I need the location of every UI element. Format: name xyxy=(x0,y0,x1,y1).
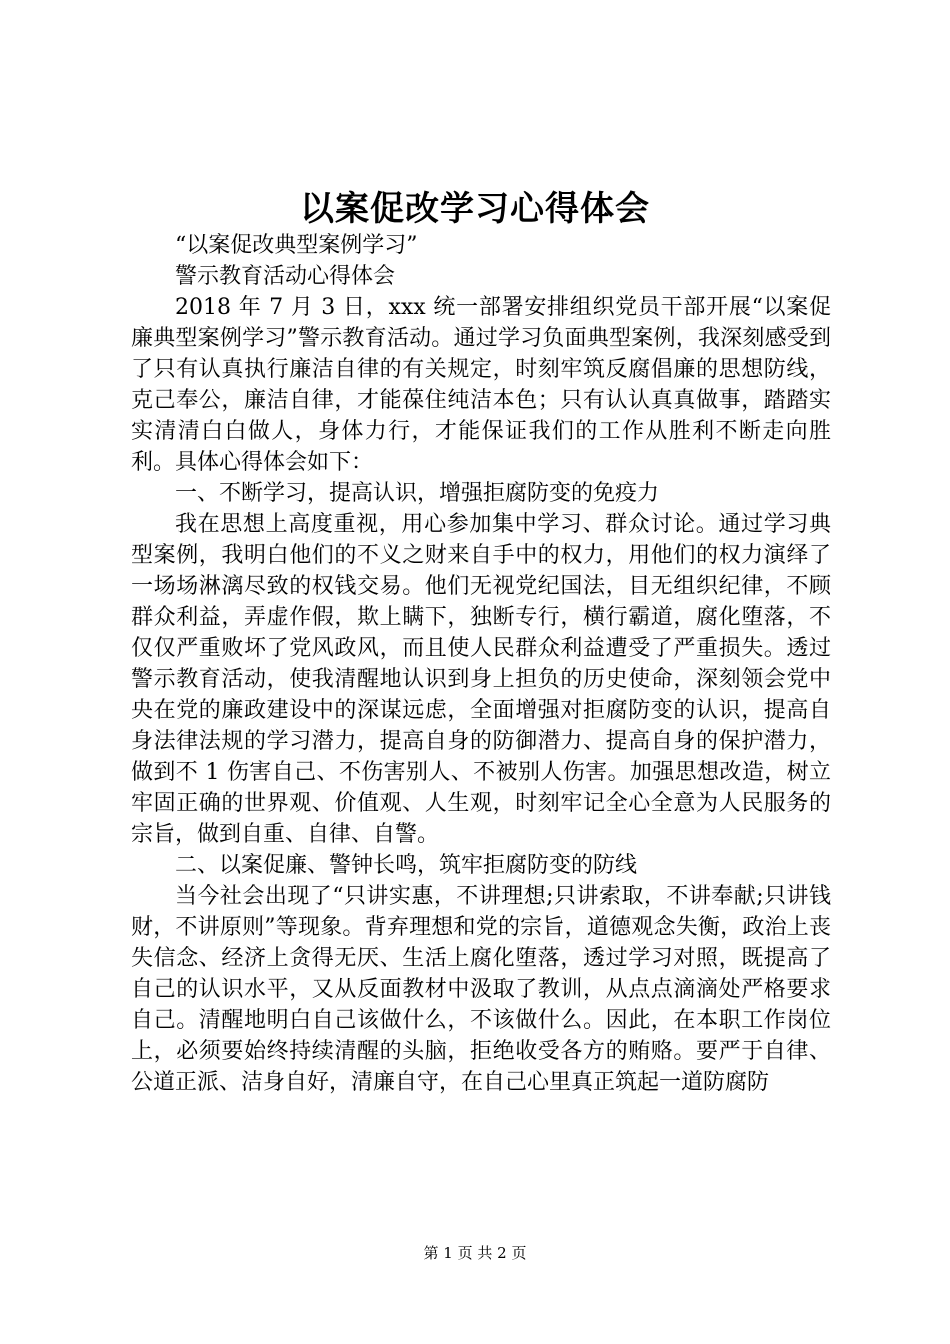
paragraph-subtitle-1: “以案促改典型案例学习” xyxy=(175,233,418,258)
paragraph-subtitle-2: 警示教育活动心得体会 xyxy=(175,264,396,289)
document-body xyxy=(131,230,831,1098)
paragraph-section-1: 我在思想上高度重视，用心参加集中学习、群众讨论。通过学习典型案例，我明白他们的不义之财来自手中的权力，用他们的权力演绎了一场场淋漓尽致的权钱交易。他们无视党纪国法，目无组织纪律，不顾群众利益，弄虚作假，欺上瞒下，独断专行，横行霸道，腐化堕落，不仅仅严重败坏了党风政风，而且使人民群众利益遭受了严重损失。透过警示教育活动，使我清醒地认识到身上担负的历史使命，深刻领会党中央在党的廉政建设中的深谋远虑，全面增强对拒腐防变的认识，提高自身法律法规的学习潜力，提高自身的防御潜力、提高自身的保护潜力，做到不 1 伤害自己、不伤害别人、不被别人伤害。加强思想改造，树立牢固正确的世界观、价值观、人生观，时刻牢记全心全意为人民服务的宗旨，做到自重、自律、自警。 xyxy=(131,512,831,847)
page-footer: 第 1 页 共 2 页 xyxy=(423,1244,527,1262)
section-heading-1: 一、不断学习，提高认识，增强拒腐防变的免疫力 xyxy=(175,481,660,506)
section-heading-2: 二、以案促廉、警钟长鸣，筑牢拒腐防变的防线 xyxy=(175,853,638,878)
paragraph-section-2: 当今社会出现了“只讲实惠，不讲理想;只讲索取，不讲奉献;只讲钱财，不讲原则”等现象。背弃理想和党的宗旨，道德观念失衡，政治上丧失信念、经济上贪得无厌、生活上腐化堕落，透过学习对照，既提高了自己的认识水平，又从反面教材中汲取了教训，从点点滴滴处严格要求自己。清醒地明白自己该做什么，不该做什么。因此，在本职工作岗位上，必须要始终持续清醒的头脑，拒绝收受各方的贿赂。要严于自律、公道正派、洁身自好，清廉自守，在自己心里真正筑起一道防腐防 xyxy=(131,884,831,1095)
document-title: 以案促改学习心得体会 xyxy=(300,189,650,229)
paragraph-intro: 2018 年 7 月 3 日，xxx 统一部署安排组织党员干部开展“以案促廉典型案例学习”警示教育活动。通过学习负面典型案例，我深刻感受到了只有认真执行廉洁自律的有关规定，时刻牢筑反腐倡廉的思想防线，克己奉公，廉洁自律，才能葆住纯洁本色；只有认认真真做事，踏踏实实清清白白做人，身体力行，才能保证我们的工作从胜利不断走向胜利。具体心得体会如下： xyxy=(131,295,831,475)
